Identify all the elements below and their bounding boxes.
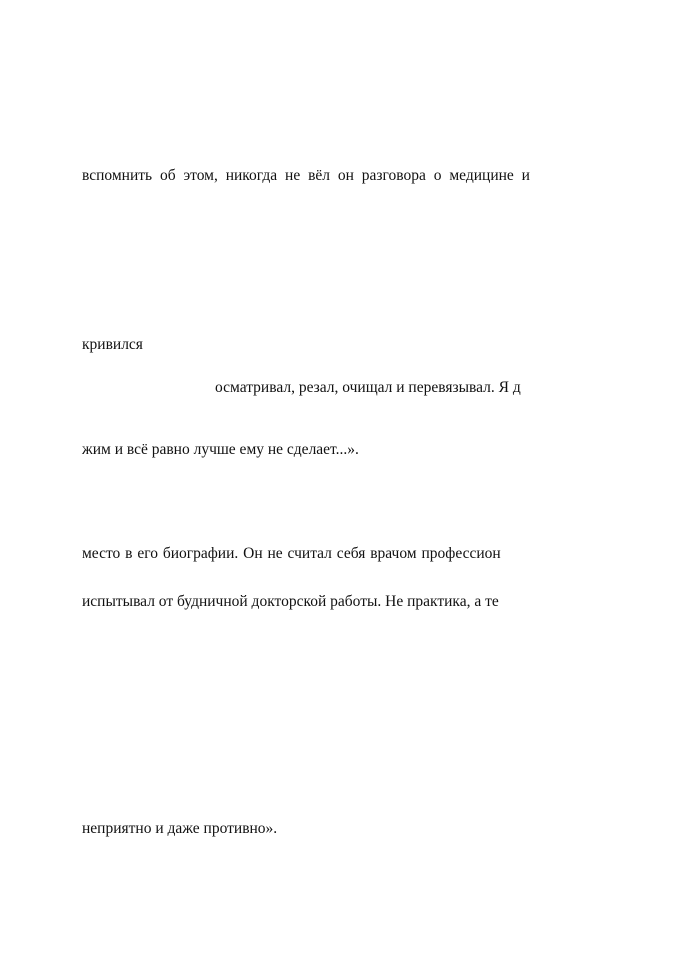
- text-line: жим и всё равно лучше ему не сделает...».: [82, 441, 359, 458]
- text-line: испытывал от будничной докторской работы. Не практика, а те: [82, 593, 499, 610]
- text-line: кривился: [82, 336, 143, 353]
- text-line: место в его биографии. Он не считал себя врачом профессион: [82, 545, 501, 562]
- text-line: неприятно и даже противно».: [82, 820, 278, 837]
- text-line: вспомнить об этом, никогда не вёл он разговора о медицине и: [82, 167, 530, 184]
- text-line: осматривал, резал, очищал и перевязывал. Я д: [215, 379, 521, 396]
